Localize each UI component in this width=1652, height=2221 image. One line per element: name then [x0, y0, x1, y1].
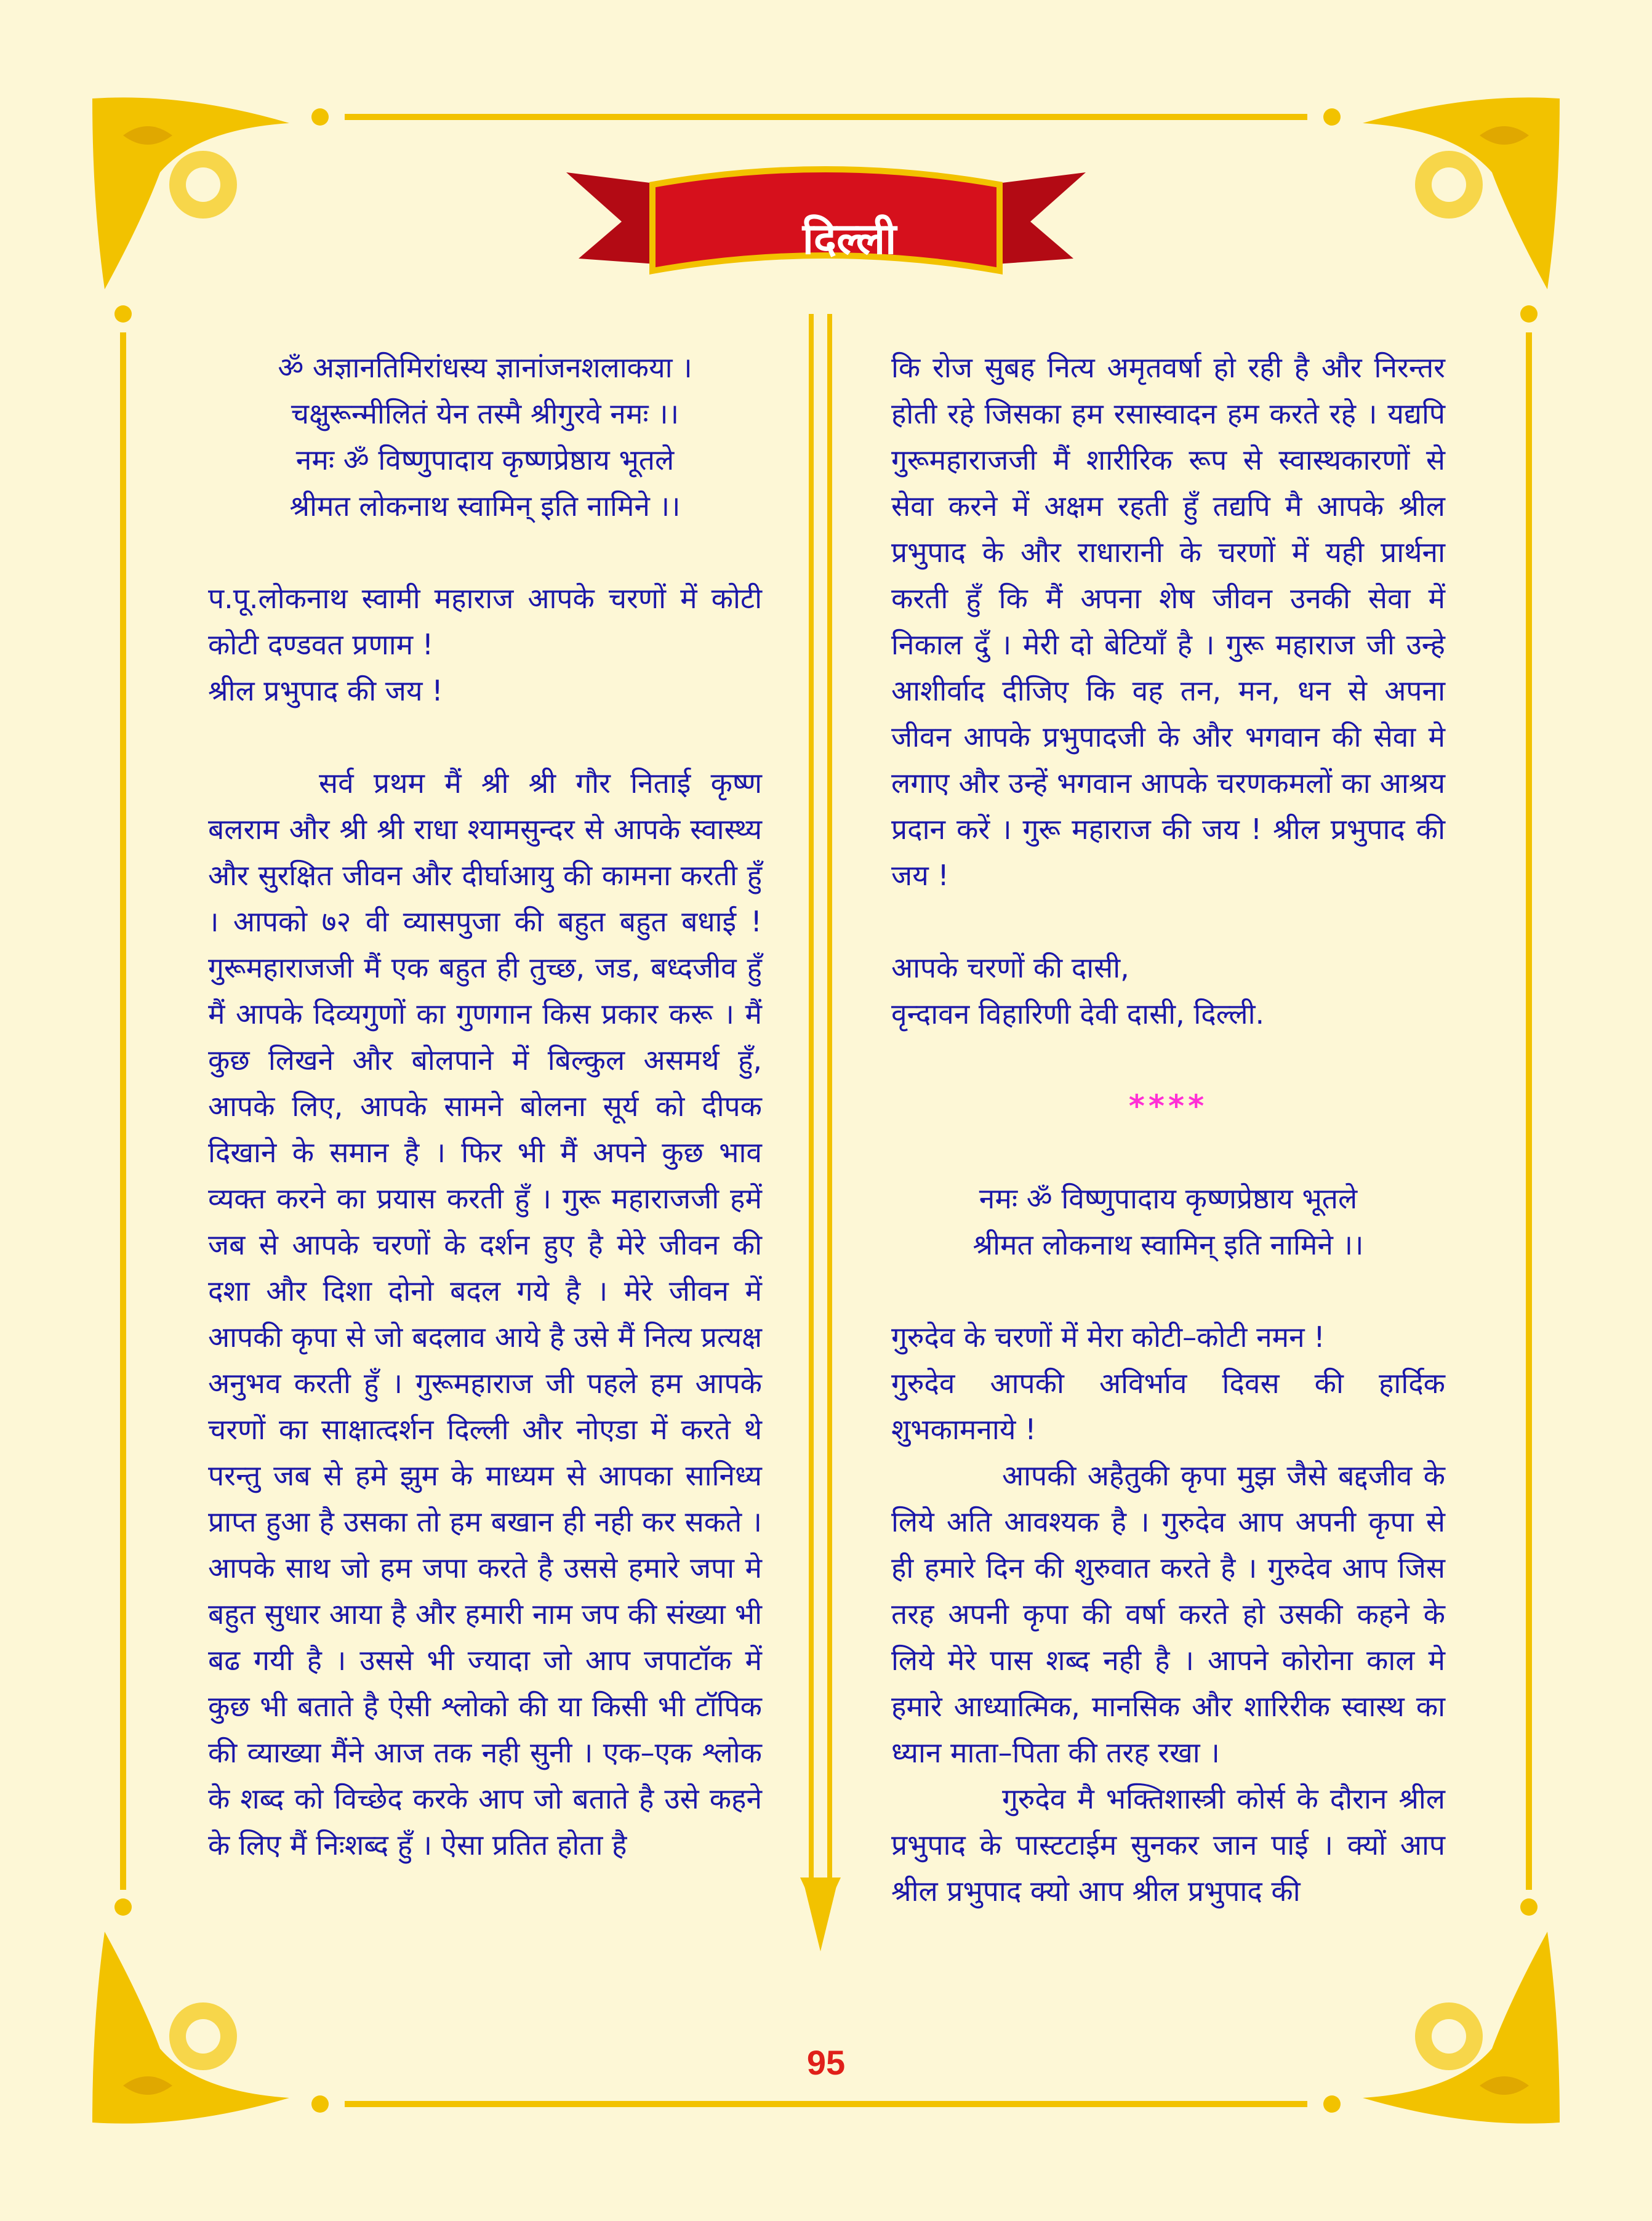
corner-ornament-top-left — [92, 97, 329, 323]
body-paragraph: गुरुदेव मै भक्तिशास्त्री कोर्स के दौरान श्रील प्रभुपाद के पास्टटाईम सुनकर जान पाई । क्यों आप श्रील प्रभुपाद क्यो आप श्रील प्रभुपाद की — [891, 1782, 1445, 1908]
corner-ornament-top-right — [1323, 97, 1560, 323]
column-divider — [800, 314, 841, 1951]
body-paragraph: सर्व प्रथम मैं श्री श्री गौर निताई कृष्ण बलराम और श्री श्री राधा श्यामसुन्दर से आपके स्वास्थ्य और सुरक्षित जीवन और दीर्घाआयु की कामना करती हुँ । आपको ७२ वी व्यासपुजा की बहुत बहुत बधाई ! गुरूमहाराजजी मैं एक बहुत ही तुच्छ, जड, बध्दजीव हुँ मैं आपके दिव्यगुणों का गुणगान किस प्रकार करू । मैं कुछ लिखने और बोलपाने में बिल्कुल असमर्थ हुँ, आपके लिए, आपके सामने बोलना सूर्य को दीपक दिखाने के समान है । फिर भी मैं अपने कुछ भाव व्यक्त करने का प्रयास करती हुँ । गुरू महाराजजी हमें जब से आपके चरणों के दर्शन हुए है मेरे जीवन की दशा और दिशा दोनो बदल गये है । मेरे जीवन में आपकी कृपा से जो बदलाव आये है उसे मैं नित्य प्रत्यक्ष अनुभव करती हुँ । गुरूमहाराज जी पहले हम आपके चरणों का साक्षात्दर्शन दिल्ली और नोएडा में करते थे परन्तु जब से हमे झुम के माध्यम से आपका सानिध्य प्राप्त हुआ है उसका तो हम बखान ही नही कर सकते । आपके साथ जो हम जपा करते है उससे हमारे जपा मे बहुत सुधार आया है और हमारी नाम जप की संख्या भी बढ गयी है । उससे भी ज्यादा जो आप जपाटॉक में कुछ भी बताते है ऐसी श्लोको की या किसी भी टॉपिक की व्याख्या मैंने आज तक नही सुनी । एक–एक श्लोक के शब्द को विच्छेद करके आप जो बताते है उसे कहने के लिए मैं निःशब्द हुँ । ऐसा प्रतित होता है — [208, 766, 762, 1862]
page-number: 95 — [806, 2043, 846, 2082]
left-column — [208, 345, 762, 1868]
verse-line: नमः ॐ विष्णुपादाय कृष्णप्रेष्ठाय भूतले — [295, 443, 675, 476]
verse-line: ॐ अज्ञानतिमिरांधस्य ज्ञानांजनशलाकया । — [278, 351, 692, 384]
salutation-line: प.पू.लोकनाथ स्वामी महाराज आपके चरणों में कोटी कोटी दण्डवत प्रणाम ! — [208, 582, 762, 661]
page-title: दिल्ली — [802, 214, 897, 264]
signature-line: आपके चरणों की दासी, — [891, 951, 1129, 984]
verse-line: नमः ॐ विष्णुपादाय कृष्णप्रेष्ठाय भूतले — [979, 1182, 1358, 1215]
salutation-line: गुरुदेव के चरणों में मेरा कोटी–कोटी नमन ! — [891, 1320, 1325, 1354]
body-paragraph: कि रोज सुबह नित्य अमृतवर्षा हो रही है और निरन्तर होती रहे जिसका हम रसास्वादन हम करते रहे । यद्यपि गुरूमहाराजजी मैं शारीरिक रूप से स्वास्थकारणों से सेवा करने में अक्षम रहती हुँ तद्यपि मै आपके श्रील प्रभुपाद के और राधारानी के चरणों में यही प्रार्थना करती हुँ कि मैं अपना शेष जीवन उनकी सेवा में निकाल दुँ । मेरी दो बेटियाँ है । गुरू महाराज जी उन्हे आशीर्वाद दीजिए कि वह तन, मन, धन से अपना जीवन आपके प्रभुपादजी के और भगवान की सेवा मे लगाए और उन्हें भगवान आपके चरणकमलों का आश्रय प्रदान करें । गुरू महाराज की जय ! श्रील प्रभुपाद की जय ! — [891, 351, 1445, 892]
corner-ornament-bottom-left — [92, 1898, 329, 2124]
body-paragraph: आपकी अहैतुकी कृपा मुझ जैसे बद्दजीव के लिये अति आवश्यक है । गुरुदेव आप अपनी कृपा से ही हमारे दिन की शुरुवात करते है । गुरुदेव आप जिस तरह अपनी कृपा की वर्षा करते हो उसकी कहने के लिये मेरे पास शब्द नही है । आपने कोरोना काल मे हमारे आध्यात्मिक, मानसिक और शारिरीक स्वास्थ का ध्यान माता–पिता की तरह रखा । — [891, 1459, 1445, 1769]
signature-line: वृन्दावन विहारिणी देवी दासी, दिल्ली. — [891, 997, 1265, 1030]
right-column — [891, 345, 1445, 1914]
corner-ornament-bottom-right — [1323, 1898, 1560, 2124]
salutation-line: श्रील प्रभुपाद की जय ! — [208, 674, 443, 707]
verse-line: चक्षुरून्मीलितं येन तस्मै श्रीगुरवे नमः ।। — [291, 397, 680, 430]
section-separator: **** — [1128, 1088, 1208, 1124]
verse-line: श्रीमत लोकनाथ स्वामिन् इति नामिने ।। — [289, 489, 681, 523]
verse-line: श्रीमत लोकनाथ स्वामिन् इति नामिने ।। — [972, 1228, 1364, 1261]
salutation-line: गुरुदेव आपकी अविर्भाव दिवस की हार्दिक शुभकामनाये ! — [891, 1367, 1445, 1446]
